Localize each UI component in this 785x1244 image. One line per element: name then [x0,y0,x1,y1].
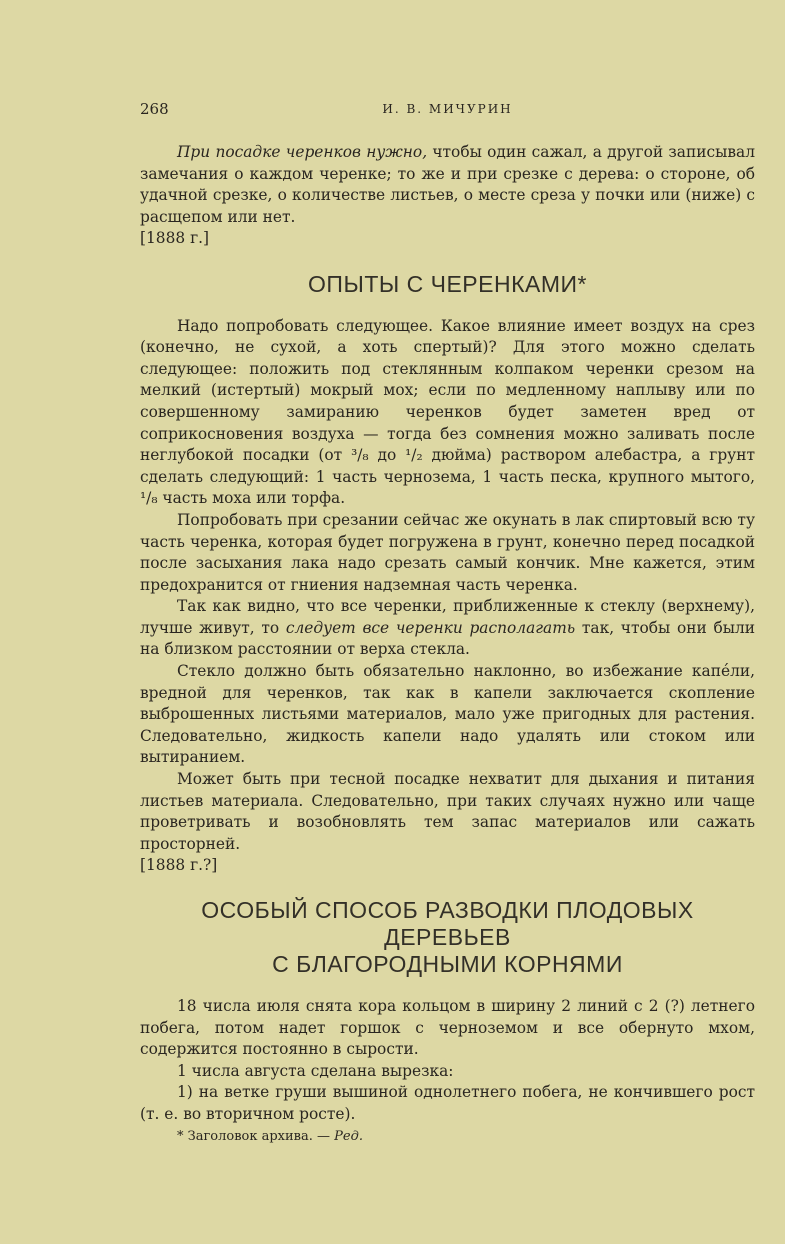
footnote-text: * Заголовок архива. — [177,1128,335,1144]
s1p1-part-a: Надо попробовать следующее. Какое влияние имеет воздух на срез (конечно, не сухой, а хоть спертый)? Для этого можно сделать следующее: положить под стеклянным колпаком черенки срезом на мелкий (истертый) мокрый мох; если по медленному наплыву или по совершенному замиранию черенков будет заметен вред от соприкосновения воздуха — тогда без сомнения можно заливать после неглубокой посадки (от [140,316,755,465]
section1-paragraph-2: Попробовать при срезании сейчас же окунать в лак спиртовый всю ту часть черенка, которая будет погружена в грунт, конечно перед посадкой после засыхания лака надо срезать самый кончик. Мне кажется, этим предохранится от гниения надземная часть черенка. [140,510,755,594]
page-body [140,142,755,1147]
section2-title-line1: ОСОБЫЙ СПОСОБ РАЗВОДКИ ПЛОДОВЫХ ДЕРЕВЬЕВ [201,897,694,950]
footnote [140,1126,755,1148]
page-header [140,100,755,124]
footnote-italic: Ред. [334,1128,363,1144]
s1p3-part-b: так, чтобы они были на близком расстоянии от верха стекла. [140,618,755,659]
s1p1-part-b: до [368,446,406,465]
section2-paragraph-1: 18 числа июля снята кора кольцом в ширину 2 линий с 2 (?) летнего побега, потом надет горшок с черноземом и все обернуто мхом, содержится постоянно в сырости. [140,997,755,1059]
page-number: 268 [140,100,169,118]
s1p3-part-a: Так как видно, что все черенки, приближенные к стеклу (верхнему), лучше живут, то [140,597,755,637]
intro-date: [1888 г.] [140,229,210,248]
s1p3-italic: следует все черенки располагать [285,618,576,637]
section2-title [140,897,755,978]
section1-date: [1888 г.?] [140,856,218,875]
section1-paragraph-1 [140,316,755,510]
running-title: И. В. МИЧУРИН [382,102,513,116]
fraction-one-half: ¹/₂ [405,446,423,465]
section1-paragraph-3 [140,596,755,661]
intro-paragraph [140,142,755,228]
intro-text: чтобы один сажал, а другой записывал замечания о каждом черенке; то же и при срезке с дерева: о стороне, об удачной срезке, о количестве листьев, о месте среза у почки или (ниже) с расщепом или нет. [140,143,755,226]
section2-paragraph-2: 1 числа августа сделана вырезка: [177,1061,454,1080]
section1-title: ОПЫТЫ С ЧЕРЕНКАМИ* [308,270,587,297]
section2-paragraph-3: 1) на ветке груши вышиной однолетнего побега, не кончившего рост (т. е. во вторичном росте). [140,1083,755,1123]
section1-paragraph-5: Может быть при тесной посадке нехватит для дыхания и питания листьев материала. Следовательно, при таких случаях нужно или чаще проветривать и возобновлять тем запас материалов или сажать просторней. [140,770,755,853]
intro-italic: При посадке черенков нужно, [177,143,428,161]
s1p1-part-c: дюйма) раствором алебастра, а грунт сделать следующий: 1 часть чернозема, 1 часть песка, крупного мытого, [140,446,756,486]
fraction-one-eighth: ¹/₈ [140,489,158,508]
s1p1-part-d: часть моха или торфа. [157,489,346,508]
fraction-three-eighths: ³/₈ [351,446,369,465]
section1-paragraph-4: Стекло должно быть обязательно наклонно, во избежание капéли, вредной для черенков, так как в капели заключается скопление выброшенных листьями материалов, мало уже пригодных для растения. Следовательно, жидкость капели надо удалять или стоком или вытиранием. [140,662,755,767]
section2-title-line2: С БЛАГОРОДНЫМИ КОРНЯМИ [272,951,623,977]
